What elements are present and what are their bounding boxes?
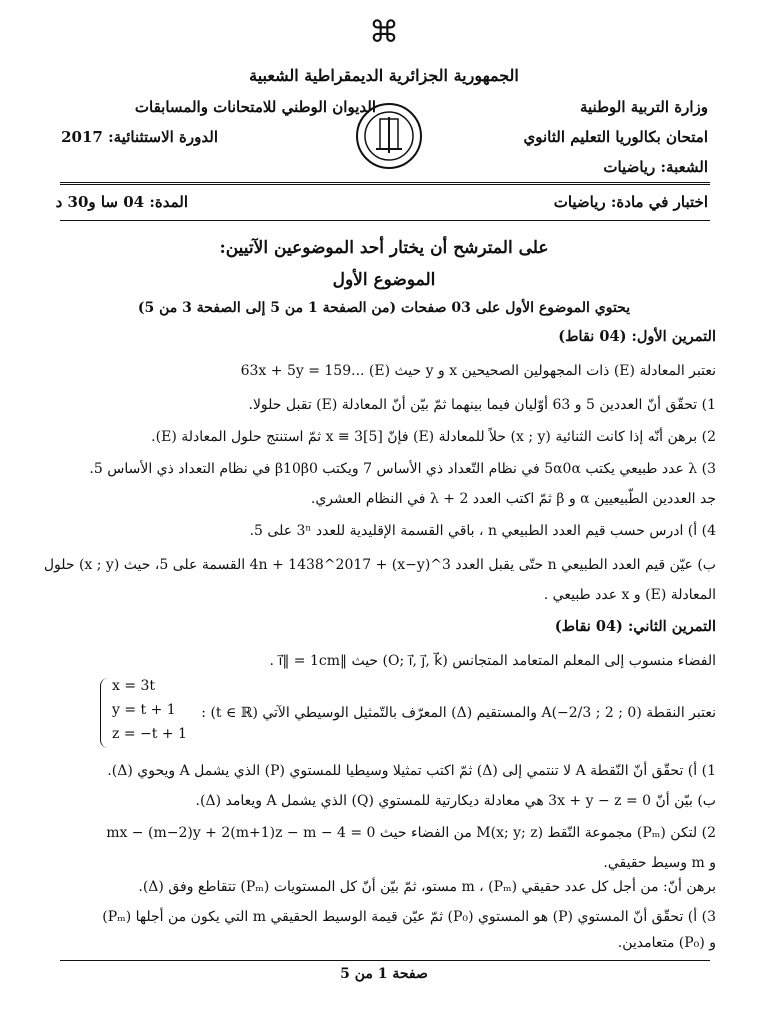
param-y: y = t + 1: [112, 702, 176, 718]
choose-instruction: على المترشح أن يختار أحد الموضوعين الآتيين:: [219, 238, 549, 258]
param-x: x = 3t: [112, 678, 156, 694]
ex1-question-4a: 4) أ) ادرس حسب قيم العدد الطبيعي n ، باقي القسمة الإقليدية للعدد 3ⁿ على 5.: [249, 523, 716, 539]
ex2-line-definition: نعتبر النقطة A(−2/3 ; 2 ; 0) والمستقيم (Δ) المعرّف بالتّمثيل الوسيطي الآتي (t ∈ ℝ) :: [201, 705, 716, 721]
ex2-question-1a: 1) أ) تحقّق أنّ النّقطة A لا تنتمي إلى (Δ) ثمّ اكتب تمثيلا وسيطيا للمستوي (P) الذي يشمل A ويحوي (Δ).: [107, 763, 716, 779]
exercise-1-title: التمرين الأول: (04 نقاط): [558, 328, 716, 345]
ex2-question-2-prove: برهن أنّ: من أجل كل عدد حقيقي m ، (Pₘ) مستو، ثمّ بيّن أنّ كل المستويات (Pₘ) تتقاطع وفق (Δ).: [138, 879, 716, 895]
exam-session: الدورة الاستثنائية: 2017: [61, 128, 218, 146]
ex1-question-1: 1) تحقّق أنّ العددين 5 و 63 أوّليان فيما بينهما ثمّ بيّن أنّ المعادلة (E) تقبل حلولا.: [248, 397, 716, 413]
ex1-question-2: 2) برهن أنّه إذا كانت الثنائية (x ; y) حلاً للمعادلة (E) فإنّ x ≡ 3[5] ثمّ استنتج حلول المعادلة (E).: [151, 429, 716, 445]
subject-divider: [60, 220, 710, 221]
ex2-question-2: 2) لتكن (Pₘ) مجموعة النّقط M(x; y; z) من الفضاء حيث mx − (m−2)y + 2(m+1)z − m − 4 = 0: [106, 825, 716, 841]
ex1-question-3-part-2: جد العددين الطّبيعيين α و β ثمّ اكتب العدد λ + 2 في النظام العشري.: [310, 491, 716, 507]
ministry-logo: [0, 14, 768, 52]
ex2-question-3a-cont: و (P₀) متعامدين.: [617, 935, 716, 951]
page-number: صفحة 1 من 5: [340, 966, 428, 982]
ex2-question-1b: ب) بيّن أنّ 3x + y − z = 0 هي معادلة ديكارتية للمستوي (Q) الذي يشمل A ويعامد (Δ).: [195, 793, 716, 809]
header-divider: [60, 182, 710, 185]
ex2-question-3a: 3) أ) تحقّق أنّ المستوي (P) هو المستوي (P₀) ثمّ عيّن قيمة الوسيط الحقيقي m التي يكون من أجلها (Pₘ): [102, 909, 716, 925]
republic-title: الجمهورية الجزائرية الديمقراطية الشعبية: [249, 66, 519, 85]
exam-name: امتحان بكالوريا التعليم الثانوي: [523, 128, 708, 146]
ex1-statement: نعتبر المعادلة (E) ذات المجهولين الصحيحين x و y حيث (E) ...63x + 5y = 159: [240, 363, 716, 379]
exam-duration: المدة: 04 سا و30 د: [55, 193, 188, 211]
topic-title: الموضوع الأول: [332, 270, 436, 290]
exercise-2-title: التمرين الثاني: (04 نقاط): [554, 618, 716, 635]
ex2-space: الفضاء منسوب إلى المعلم المتعامد المتجانس (O; i⃗, j⃗, k⃗) حيث ‖i⃗‖ = 1cm .: [269, 653, 716, 669]
exam-office: الديوان الوطني للامتحانات والمسابقات: [134, 98, 376, 116]
ex1-question-4b: ب) عيّن قيم العدد الطبيعي n حتّى يقبل العدد 3^(x−y) + 4n + 1438^2017 القسمة على 5، حيث (x ; y) حلول: [43, 557, 716, 573]
ministry-name: وزارة التربية الوطنية: [579, 98, 708, 116]
emblem: [356, 103, 422, 169]
emblem-icon: [358, 105, 420, 167]
ex1-question-4b-cont: المعادلة (E) و x عدد طبيعي .: [543, 587, 716, 603]
ex2-question-2-cont: و m وسيط حقيقي.: [603, 855, 716, 871]
logo-icon: ⌘: [369, 15, 399, 50]
topic-pages: يحتوي الموضوع الأول على 03 صفحات (من الصفحة 1 من 5 إلى الصفحة 3 من 5): [137, 300, 631, 316]
ex1-question-3: 3) λ عدد طبيعي يكتب 5α0α في نظام التّعداد ذي الأساس 7 ويكتب β10β0 في نظام التعداد ذي الأساس 5.: [89, 461, 716, 477]
footer-divider: [60, 960, 710, 961]
exam-branch: الشعبة: رياضيات: [603, 158, 708, 176]
system-brace: [100, 678, 111, 748]
exam-subject: اختبار في مادة: رياضيات: [553, 193, 708, 211]
param-z: z = −t + 1: [112, 726, 187, 742]
